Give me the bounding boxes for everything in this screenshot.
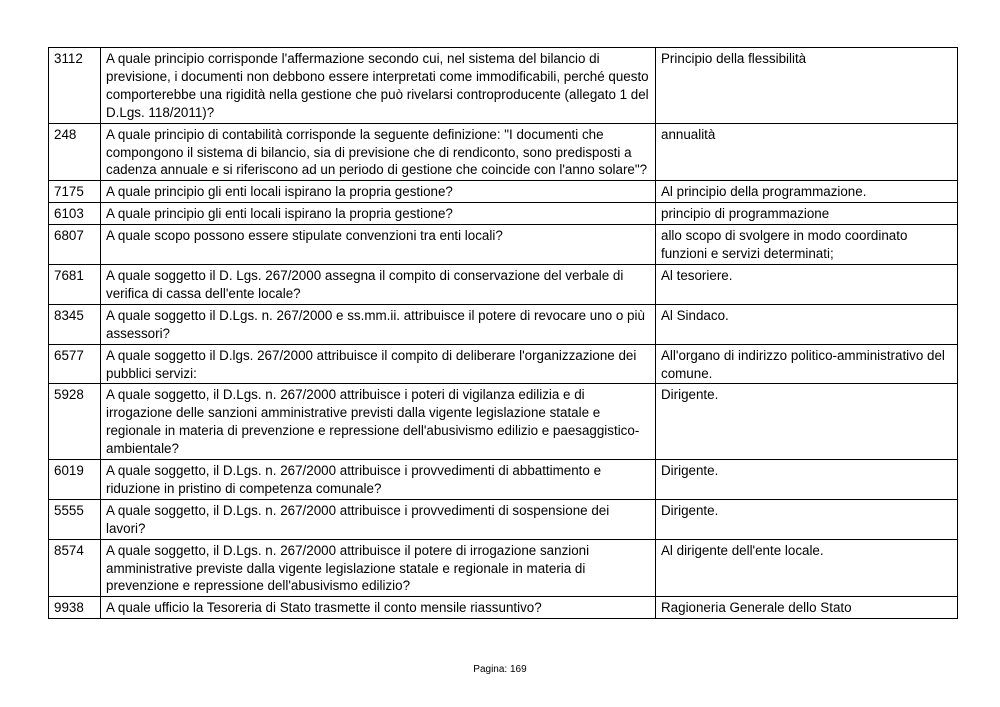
question-table	[48, 47, 958, 619]
table-row	[49, 344, 958, 384]
answer-text: Al principio della programmazione.	[656, 181, 958, 203]
question-id: 9938	[49, 597, 101, 619]
table-row	[49, 225, 958, 265]
table-row	[49, 499, 958, 539]
question-id: 8345	[49, 304, 101, 344]
page-number: Pagina: 169	[473, 664, 527, 675]
question-text: A quale principio di contabilità corrisponde la seguente definizione: "I documenti che compongono il sistema di bilancio, sia di previsione che di rendiconto, sono predisposti a cadenza annuale e si riferiscono ad un periodo di gestione che coincide con l'anno solare"?	[101, 123, 656, 181]
question-id: 3112	[49, 48, 101, 124]
answer-text: Al dirigente dell'ente locale.	[656, 539, 958, 597]
question-id: 8574	[49, 539, 101, 597]
question-text: A quale principio gli enti locali ispirano la propria gestione?	[101, 181, 656, 203]
question-text: A quale soggetto il D.lgs. 267/2000 attribuisce il compito di deliberare l'organizzazione dei pubblici servizi:	[101, 344, 656, 384]
question-text: A quale soggetto il D. Lgs. 267/2000 assegna il compito di conservazione del verbale di verifica di cassa dell'ente locale?	[101, 264, 656, 304]
answer-text: Al tesoriere.	[656, 264, 958, 304]
table-row	[49, 123, 958, 181]
question-id: 6577	[49, 344, 101, 384]
answer-text: principio di programmazione	[656, 203, 958, 225]
table-row	[49, 384, 958, 460]
answer-text: Principio della flessibilità	[656, 48, 958, 124]
answer-text: Dirigente.	[656, 384, 958, 460]
question-table-body	[49, 48, 958, 619]
table-row	[49, 181, 958, 203]
question-id: 5928	[49, 384, 101, 460]
question-id: 6103	[49, 203, 101, 225]
table-row	[49, 203, 958, 225]
question-id: 6019	[49, 460, 101, 500]
question-id: 7175	[49, 181, 101, 203]
answer-text: allo scopo di svolgere in modo coordinato funzioni e servizi determinati;	[656, 225, 958, 265]
question-id: 6807	[49, 225, 101, 265]
question-text: A quale principio corrisponde l'affermazione secondo cui, nel sistema del bilancio di previsione, i documenti non debbono essere interpretati come immodificabili, perché questo comporterebbe una rigidità nella gestione che può rivelarsi controproducente (allegato 1 del D.Lgs. 118/2011)?	[101, 48, 656, 124]
table-row	[49, 48, 958, 124]
question-text: A quale ufficio la Tesoreria di Stato trasmette il conto mensile riassuntivo?	[101, 597, 656, 619]
question-text: A quale soggetto, il D.Lgs. n. 267/2000 attribuisce il potere di irrogazione sanzioni amministrative previste dalla vigente legislazione statale e regionale in materia di prevenzione e repressione dell'abusivismo edilizio?	[101, 539, 656, 597]
answer-text: Ragioneria Generale dello Stato	[656, 597, 958, 619]
table-row	[49, 264, 958, 304]
table-row	[49, 597, 958, 619]
question-text: A quale soggetto, il D.Lgs. n. 267/2000 attribuisce i poteri di vigilanza edilizia e di irrogazione delle sanzioni amministrative previsti dalla vigente legislazione statale e regionale in materia di prevenzione e repressione dell'abusivismo edilizio e paesaggistico-ambientale?	[101, 384, 656, 460]
question-text: A quale soggetto, il D.Lgs. n. 267/2000 attribuisce i provvedimenti di sospensione dei lavori?	[101, 499, 656, 539]
answer-text: Al Sindaco.	[656, 304, 958, 344]
question-id: 5555	[49, 499, 101, 539]
question-text: A quale scopo possono essere stipulate convenzioni tra enti locali?	[101, 225, 656, 265]
question-text: A quale soggetto, il D.Lgs. n. 267/2000 attribuisce i provvedimenti di abbattimento e riduzione in pristino di competenza comunale?	[101, 460, 656, 500]
answer-text: annualità	[656, 123, 958, 181]
question-id: 7681	[49, 264, 101, 304]
answer-text: Dirigente.	[656, 499, 958, 539]
question-text: A quale principio gli enti locali ispirano la propria gestione?	[101, 203, 656, 225]
table-row	[49, 460, 958, 500]
table-row	[49, 539, 958, 597]
answer-text: Dirigente.	[656, 460, 958, 500]
question-id: 248	[49, 123, 101, 181]
question-text: A quale soggetto il D.Lgs. n. 267/2000 e ss.mm.ii. attribuisce il potere di revocare uno o più assessori?	[101, 304, 656, 344]
answer-text: All'organo di indirizzo politico-amministrativo del comune.	[656, 344, 958, 384]
table-row	[49, 304, 958, 344]
